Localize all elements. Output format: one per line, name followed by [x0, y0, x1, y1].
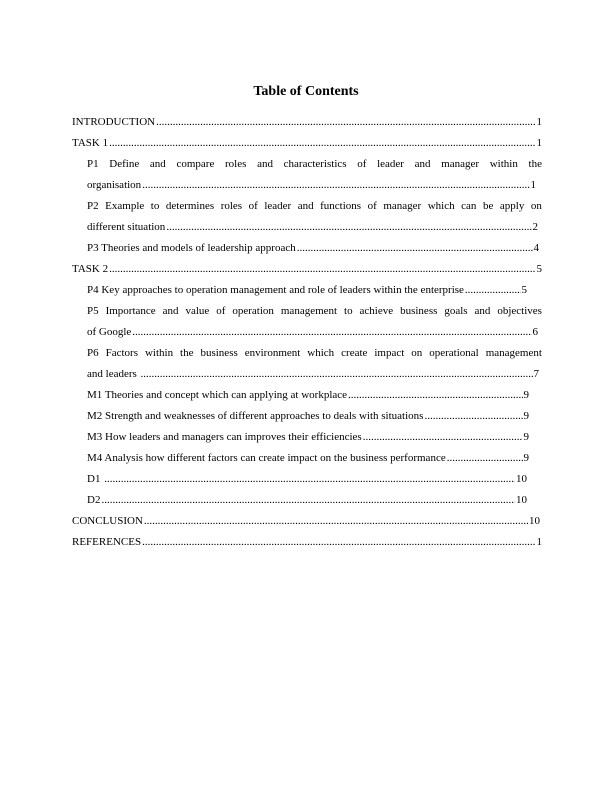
toc-word: to	[344, 305, 353, 317]
toc-leader-dots	[109, 133, 535, 154]
toc-entry-task-2[interactable]	[72, 259, 542, 280]
toc-entry-m4[interactable]	[72, 448, 542, 469]
toc-entry-task-1[interactable]	[72, 133, 542, 154]
toc-entry-text: TASK 1	[72, 137, 109, 149]
toc-entry-text: TASK 2	[72, 263, 109, 275]
toc-word: management	[280, 305, 338, 317]
toc-entry-text: and leaders	[87, 368, 140, 380]
toc-page-number: 10	[516, 494, 527, 506]
toc-word: of	[216, 305, 226, 317]
toc-page-number: 9	[523, 452, 529, 464]
toc-entry-text: of Google	[87, 326, 132, 338]
toc-list	[72, 112, 542, 553]
toc-word: Define	[109, 158, 140, 170]
toc-entry-p3[interactable]	[72, 238, 542, 259]
toc-entry-line1	[87, 301, 542, 322]
toc-page-number: 2	[532, 221, 538, 233]
toc-page-number: 1	[536, 137, 542, 149]
toc-word: and	[149, 158, 166, 170]
toc-word: manager	[441, 158, 480, 170]
toc-entry-text: D1	[87, 473, 104, 485]
toc-entry-text: M1 Theories and concept which can applying at workplace	[87, 389, 348, 401]
toc-leader-dots	[348, 385, 522, 406]
toc-entry-line1	[87, 343, 542, 364]
toc-page-number: 1	[530, 179, 536, 191]
toc-word: P5	[87, 305, 99, 317]
toc-word: and	[474, 305, 491, 317]
toc-page-number: 9	[523, 389, 529, 401]
toc-leader-dots	[142, 532, 535, 553]
toc-word: and	[257, 158, 273, 170]
toc-leader-dots	[424, 406, 522, 427]
toc-word: business	[200, 347, 238, 359]
toc-word: functions	[320, 200, 362, 212]
toc-word: of	[367, 200, 377, 212]
toc-page-number: 1	[536, 536, 542, 548]
toc-leader-dots	[104, 469, 515, 490]
toc-page-number: 9	[523, 431, 529, 443]
toc-entry-line1	[87, 196, 542, 217]
toc-entry-text: M4 Analysis how different factors can create impact on the business performance	[87, 452, 446, 464]
toc-word: apply	[499, 200, 525, 212]
toc-entry-m3[interactable]	[72, 427, 542, 448]
toc-word: Example	[105, 200, 145, 212]
toc-word: of	[357, 158, 367, 170]
toc-word: determines	[165, 200, 215, 212]
toc-entry-text: CONCLUSION	[72, 515, 143, 527]
toc-word: environment	[244, 347, 301, 359]
toc-leader-dots	[447, 448, 523, 469]
toc-word: management	[485, 347, 542, 359]
toc-entry-text: different situation	[87, 221, 166, 233]
toc-title: Table of Contents	[253, 84, 359, 99]
toc-leader-dots	[156, 112, 535, 133]
toc-entry-line1	[87, 154, 542, 175]
toc-leader-dots	[101, 490, 515, 511]
toc-entry-text: D2	[87, 494, 101, 506]
toc-entry-text: P3 Theories and models of leadership approach	[87, 242, 296, 254]
toc-entry-conclusion[interactable]	[72, 511, 542, 532]
toc-leader-dots	[109, 259, 535, 280]
toc-word: and	[414, 158, 431, 170]
toc-entry-d1[interactable]	[72, 469, 542, 490]
toc-word: of	[248, 200, 258, 212]
toc-page-number: 10	[516, 473, 527, 485]
toc-word: roles	[220, 200, 243, 212]
toc-word: can	[461, 200, 477, 212]
toc-leader-dots	[141, 364, 533, 385]
toc-word: roles	[225, 158, 247, 170]
toc-leader-dots	[142, 175, 529, 196]
toc-word: goals	[444, 305, 468, 317]
toc-word: on	[411, 347, 423, 359]
toc-page-number: 10	[529, 515, 540, 527]
toc-page-number: 9	[523, 410, 529, 422]
toc-word: and	[297, 200, 314, 212]
toc-word: objectives	[497, 305, 542, 317]
toc-leader-dots	[465, 280, 521, 301]
toc-word: operation	[232, 305, 274, 317]
toc-word: achieve	[359, 305, 394, 317]
toc-entry-introduction[interactable]	[72, 112, 542, 133]
toc-word: create	[341, 347, 368, 359]
toc-word: be	[482, 200, 494, 212]
toc-word: Importance	[105, 305, 156, 317]
toc-word: P2	[87, 200, 99, 212]
toc-entry-d2[interactable]	[72, 490, 542, 511]
toc-word: leader	[377, 158, 404, 170]
toc-word: P6	[87, 347, 99, 359]
toc-entry-p1[interactable]	[72, 154, 542, 196]
toc-page-number: 1	[536, 116, 542, 128]
toc-entry-text: INTRODUCTION	[72, 116, 156, 128]
toc-entry-p5[interactable]	[72, 301, 542, 343]
toc-page-number: 6	[532, 326, 538, 338]
toc-entry-text: REFERENCES	[72, 536, 142, 548]
toc-entry-p2[interactable]	[72, 196, 542, 238]
toc-leader-dots	[132, 322, 531, 343]
toc-entry-text: P4 Key approaches to operation management and role of leaders within the enterprise	[87, 284, 464, 296]
toc-leader-dots	[363, 427, 523, 448]
toc-word: on	[530, 200, 542, 212]
toc-entry-m1[interactable]	[72, 385, 542, 406]
toc-entry-p4[interactable]	[72, 280, 542, 301]
toc-word: to	[150, 200, 160, 212]
toc-word: which	[427, 200, 455, 212]
toc-page-number: 5	[536, 263, 542, 275]
toc-page-number: 4	[533, 242, 539, 254]
toc-word: operational	[429, 347, 479, 359]
toc-leader-dots	[297, 238, 533, 259]
toc-page-number: 5	[521, 284, 527, 296]
toc-word: which	[307, 347, 335, 359]
toc-entry-m2[interactable]	[72, 406, 542, 427]
toc-word: leader	[264, 200, 292, 212]
toc-word: business	[400, 305, 438, 317]
toc-word: and	[162, 305, 179, 317]
toc-word: Factors	[105, 347, 138, 359]
toc-word: impact	[374, 347, 405, 359]
toc-entry-text: organisation	[87, 179, 142, 191]
toc-word: characteristics	[283, 158, 347, 170]
toc-entry-references[interactable]	[72, 532, 542, 553]
toc-page-number: 7	[533, 368, 539, 380]
toc-word: P1	[87, 158, 99, 170]
toc-word: the	[180, 347, 194, 359]
toc-entry-text: M3 How leaders and managers can improves their efficiencies	[87, 431, 362, 443]
toc-leader-dots	[166, 217, 531, 238]
toc-entry-text: M2 Strength and weaknesses of different approaches to deals with situations	[87, 410, 424, 422]
toc-word: manager	[383, 200, 422, 212]
toc-word: compare	[176, 158, 215, 170]
toc-word: the	[528, 158, 542, 170]
toc-leader-dots	[144, 511, 528, 532]
toc-word: within	[489, 158, 518, 170]
toc-word: value	[185, 305, 210, 317]
toc-entry-p6[interactable]	[72, 343, 542, 385]
toc-word: within	[144, 347, 174, 359]
